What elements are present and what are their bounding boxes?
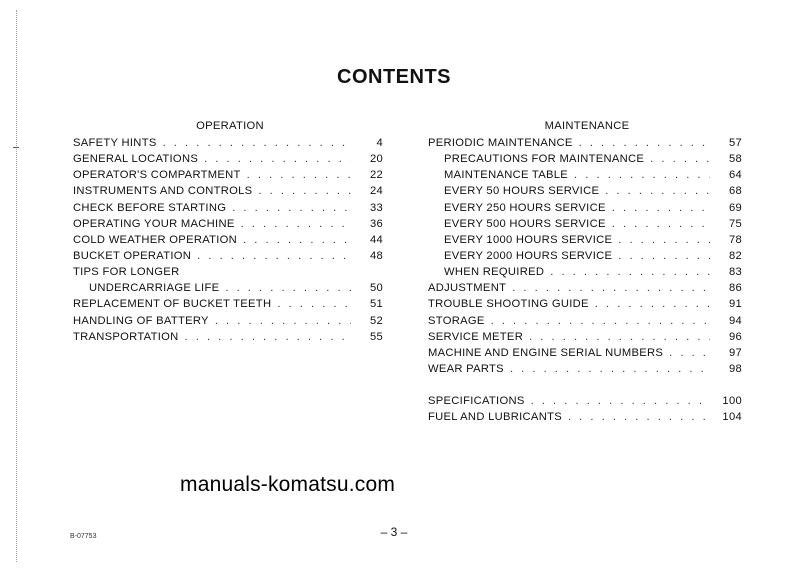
toc-entry-page: 58 (728, 153, 742, 166)
leader-dots (568, 409, 710, 425)
toc-entry-label: EVERY 250 HOURS SERVICE (444, 201, 606, 214)
toc-entry[interactable] (428, 183, 742, 199)
toc-entry[interactable] (428, 232, 742, 248)
toc-entry-page: 55 (369, 330, 383, 343)
watermark-url: manuals-komatsu.com (180, 473, 396, 496)
toc-entry[interactable] (428, 248, 742, 264)
toc-entry-page: 78 (728, 233, 742, 246)
toc-entry-page: 91 (728, 298, 742, 311)
toc-entry-label: COLD WEATHER OPERATION (73, 233, 238, 246)
toc-entry[interactable] (428, 361, 742, 377)
toc-entry[interactable] (73, 167, 383, 183)
toc-entry[interactable] (73, 200, 383, 216)
toc-entry[interactable] (428, 167, 742, 183)
leader-dots (197, 248, 351, 264)
toc-entry-label: WEAR PARTS (428, 362, 504, 375)
toc-entry-page: 83 (728, 266, 742, 279)
page-edge-mark (13, 147, 19, 148)
toc-entry-label: OPERATOR'S COMPARTMENT (73, 169, 241, 182)
toc-entry-page: 57 (728, 137, 742, 149)
toc-entry-label: EVERY 50 HOURS SERVICE (444, 185, 600, 198)
toc-entry-label: INSTRUMENTS AND CONTROLS (73, 185, 253, 198)
leader-dots (529, 329, 710, 345)
toc-entry-page: 104 (722, 411, 742, 424)
toc-entry-page: 33 (369, 201, 383, 214)
toc-entry[interactable] (428, 329, 742, 345)
toc-entry-page: 52 (369, 314, 383, 327)
page-title: CONTENTS (337, 66, 451, 88)
toc-entry-label: PERIODIC MAINTENANCE (428, 137, 573, 149)
toc-entry[interactable] (73, 280, 383, 296)
toc-entry-label: SERVICE METER (428, 330, 524, 343)
toc-entry-label: FUEL AND LUBRICANTS (428, 411, 562, 424)
page-edge-perforation (16, 10, 17, 562)
leader-dots (204, 151, 351, 167)
leader-dots (605, 183, 710, 199)
leader-dots (512, 280, 710, 296)
toc-entry-label: STORAGE (428, 314, 485, 327)
toc-entry-page: 97 (728, 346, 742, 359)
leader-dots (550, 264, 710, 280)
leader-dots (579, 135, 710, 151)
toc-entry[interactable] (73, 296, 383, 312)
toc-entry[interactable] (428, 393, 742, 409)
toc-entry[interactable] (428, 409, 742, 425)
toc-entry[interactable] (73, 313, 383, 329)
maintenance-heading: MAINTENANCE (544, 120, 630, 132)
leader-dots (247, 167, 351, 183)
maintenance-column (428, 118, 742, 425)
toc-entry[interactable] (428, 200, 742, 216)
leader-dots (258, 183, 351, 199)
toc-entry-label: UNDERCARRIAGE LIFE (89, 282, 220, 295)
toc-entry-label: TIPS FOR LONGER (73, 266, 180, 279)
toc-entry[interactable] (428, 264, 742, 280)
toc-entry-page: 68 (728, 185, 742, 198)
toc-entry[interactable] (73, 216, 383, 232)
toc-entry[interactable] (428, 280, 742, 296)
leader-dots (491, 313, 710, 329)
toc-entry-label: HANDLING OF BATTERY (73, 314, 209, 327)
toc-entry-label: TROUBLE SHOOTING GUIDE (428, 298, 589, 311)
toc-entry-label: SPECIFICATIONS (428, 395, 525, 408)
toc-entry-page: 20 (369, 153, 383, 166)
toc-entry-page: 24 (369, 185, 383, 198)
toc-entry-page: 36 (369, 217, 383, 230)
operation-heading: OPERATION (196, 120, 264, 132)
toc-entry[interactable] (428, 313, 742, 329)
page-number: – 3 – (380, 525, 408, 539)
leader-dots (510, 361, 710, 377)
toc-entry-page: 51 (369, 298, 383, 311)
toc-entry-label: MAINTENANCE TABLE (444, 169, 569, 182)
toc-entry-label: GENERAL LOCATIONS (73, 153, 199, 166)
toc-entry-label: CHECK BEFORE STARTING (73, 201, 227, 214)
toc-entry-label: EVERY 500 HOURS SERVICE (444, 217, 606, 230)
toc-entry-label: BUCKET OPERATION (73, 249, 192, 262)
leader-dots (669, 345, 710, 361)
leader-dots (241, 216, 351, 232)
leader-dots (232, 200, 351, 216)
toc-entry-page: 50 (369, 282, 383, 295)
leader-dots (277, 296, 351, 312)
toc-entry-label: PRECAUTIONS FOR MAINTENANCE (444, 153, 645, 166)
leader-dots (574, 167, 710, 183)
leader-dots (612, 200, 710, 216)
toc-entry[interactable] (73, 135, 383, 151)
toc-entry[interactable] (428, 345, 742, 361)
toc-entry-page: 22 (369, 169, 383, 182)
toc-entry-page: 96 (728, 330, 742, 343)
toc-entry-label: REPLACEMENT OF BUCKET TEETH (73, 298, 272, 311)
toc-entry-page: 69 (728, 201, 742, 214)
toc-entry-page: 94 (728, 314, 742, 327)
toc-entry-page: 44 (369, 233, 383, 246)
operation-column (73, 118, 383, 345)
toc-entry[interactable] (428, 216, 742, 232)
toc-entry-label: OPERATING YOUR MACHINE (73, 217, 235, 230)
toc-entry-page: 86 (728, 282, 742, 295)
toc-entry[interactable] (73, 329, 383, 345)
toc-entry-label: ADJUSTMENT (428, 282, 507, 295)
toc-entry-label: EVERY 1000 HOURS SERVICE (444, 233, 613, 246)
leader-dots (595, 296, 710, 312)
toc-entry[interactable] (73, 248, 383, 264)
toc-entry-page: 100 (722, 395, 742, 408)
toc-entry-page: 75 (728, 217, 742, 230)
leader-dots (612, 216, 710, 232)
toc-entry-page: 98 (728, 362, 742, 375)
leader-dots (185, 329, 351, 345)
toc-entry-label: EVERY 2000 HOURS SERVICE (444, 249, 613, 262)
toc-entry-label: SAFETY HINTS (73, 137, 157, 149)
toc-entry[interactable] (73, 232, 383, 248)
toc-entry[interactable] (428, 135, 742, 151)
leader-dots (531, 393, 710, 409)
leader-dots (650, 151, 710, 167)
toc-entry-label: WHEN REQUIRED (444, 266, 545, 279)
leader-dots (215, 313, 351, 329)
toc-entry-page: 4 (376, 137, 383, 149)
toc-entry-label: TRANSPORTATION (73, 330, 179, 343)
leader-dots (618, 248, 710, 264)
leader-dots (243, 232, 351, 248)
toc-entry[interactable] (428, 296, 742, 312)
document-code: B-07753 (70, 533, 97, 540)
toc-entry[interactable] (73, 264, 383, 280)
toc-entry-page: 82 (728, 249, 742, 262)
toc-entry-label: MACHINE AND ENGINE SERIAL NUMBERS (428, 346, 664, 359)
leader-dots (618, 232, 710, 248)
leader-dots (225, 280, 351, 296)
toc-entry[interactable] (73, 151, 383, 167)
toc-entry-page: 48 (369, 249, 383, 262)
toc-entry-page: 64 (728, 169, 742, 182)
leader-dots (163, 135, 351, 151)
toc-entry[interactable] (73, 183, 383, 199)
toc-entry[interactable] (428, 151, 742, 167)
